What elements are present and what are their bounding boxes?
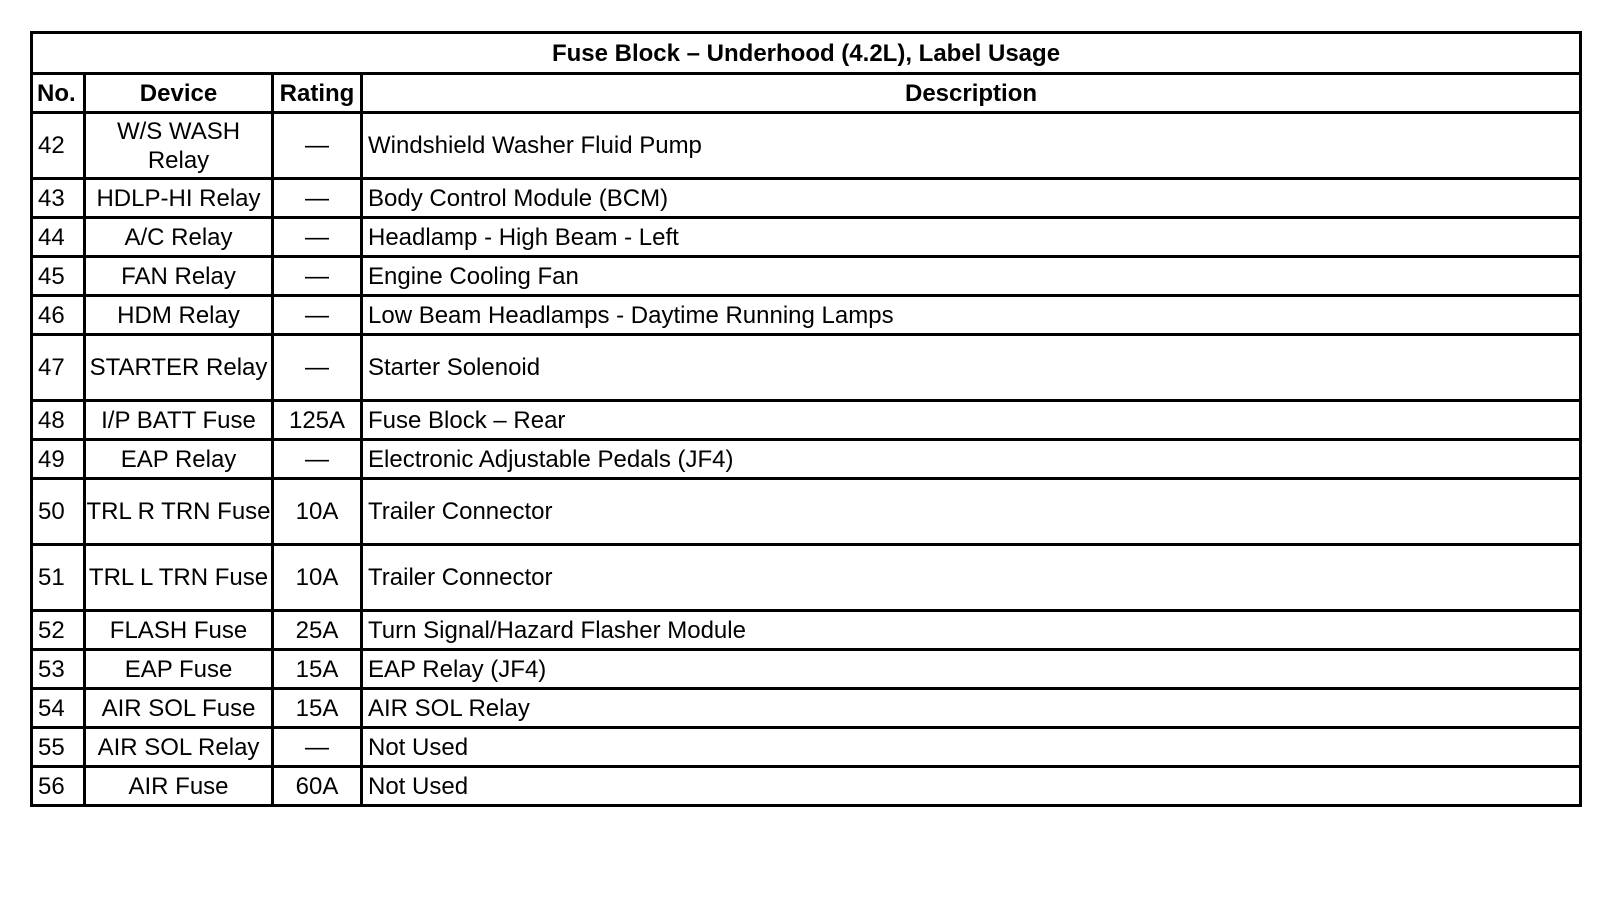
row-no: 42 <box>32 113 85 179</box>
row-device: FAN Relay <box>85 257 273 296</box>
table-row <box>32 113 1581 179</box>
row-no: 47 <box>32 335 85 401</box>
table-row <box>32 689 1581 728</box>
row-description: Engine Cooling Fan <box>362 257 1581 296</box>
row-device: AIR SOL Fuse <box>85 689 273 728</box>
table-row <box>32 545 1581 611</box>
row-description: Low Beam Headlamps - Daytime Running Lamps <box>362 296 1581 335</box>
row-no: 49 <box>32 440 85 479</box>
row-rating: — <box>273 335 362 401</box>
row-description: Body Control Module (BCM) <box>362 179 1581 218</box>
row-no: 43 <box>32 179 85 218</box>
row-description: AIR SOL Relay <box>362 689 1581 728</box>
table-row <box>32 650 1581 689</box>
row-device: AIR Fuse <box>85 767 273 806</box>
table-row <box>32 218 1581 257</box>
table-row <box>32 728 1581 767</box>
row-no: 52 <box>32 611 85 650</box>
row-no: 48 <box>32 401 85 440</box>
row-description: Not Used <box>362 767 1581 806</box>
row-rating: 15A <box>273 650 362 689</box>
header-description: Description <box>362 74 1581 113</box>
row-device: EAP Fuse <box>85 650 273 689</box>
row-description: Headlamp - High Beam - Left <box>362 218 1581 257</box>
table-row <box>32 257 1581 296</box>
row-rating: 25A <box>273 611 362 650</box>
row-description: Turn Signal/Hazard Flasher Module <box>362 611 1581 650</box>
header-no: No. <box>32 74 85 113</box>
row-description: Electronic Adjustable Pedals (JF4) <box>362 440 1581 479</box>
fuse-block-table <box>30 31 1582 807</box>
row-no: 53 <box>32 650 85 689</box>
table-row <box>32 179 1581 218</box>
table-row <box>32 611 1581 650</box>
table-row <box>32 767 1581 806</box>
row-description: Not Used <box>362 728 1581 767</box>
row-no: 50 <box>32 479 85 545</box>
table-row <box>32 479 1581 545</box>
row-rating: — <box>273 728 362 767</box>
row-rating: 10A <box>273 479 362 545</box>
row-description: Trailer Connector <box>362 545 1581 611</box>
row-rating: 10A <box>273 545 362 611</box>
row-device: AIR SOL Relay <box>85 728 273 767</box>
table-row <box>32 401 1581 440</box>
row-device: EAP Relay <box>85 440 273 479</box>
row-device: TRL R TRN Fuse <box>85 479 273 545</box>
row-no: 44 <box>32 218 85 257</box>
header-rating: Rating <box>273 74 362 113</box>
row-no: 56 <box>32 767 85 806</box>
row-device: W/S WASH Relay <box>85 113 273 179</box>
row-device: I/P BATT Fuse <box>85 401 273 440</box>
row-description: EAP Relay (JF4) <box>362 650 1581 689</box>
row-no: 55 <box>32 728 85 767</box>
row-no: 46 <box>32 296 85 335</box>
row-rating: 125A <box>273 401 362 440</box>
row-no: 45 <box>32 257 85 296</box>
row-device: TRL L TRN Fuse <box>85 545 273 611</box>
row-description: Trailer Connector <box>362 479 1581 545</box>
row-rating: 15A <box>273 689 362 728</box>
table-row <box>32 335 1581 401</box>
row-rating: — <box>273 179 362 218</box>
header-device: Device <box>85 74 273 113</box>
row-rating: — <box>273 113 362 179</box>
row-device: STARTER Relay <box>85 335 273 401</box>
table-row <box>32 440 1581 479</box>
row-rating: 60A <box>273 767 362 806</box>
row-rating: — <box>273 440 362 479</box>
row-device: FLASH Fuse <box>85 611 273 650</box>
row-rating: — <box>273 218 362 257</box>
row-no: 51 <box>32 545 85 611</box>
table-row <box>32 296 1581 335</box>
row-description: Fuse Block – Rear <box>362 401 1581 440</box>
row-rating: — <box>273 296 362 335</box>
row-description: Starter Solenoid <box>362 335 1581 401</box>
row-device: A/C Relay <box>85 218 273 257</box>
row-device: HDM Relay <box>85 296 273 335</box>
row-rating: — <box>273 257 362 296</box>
table-title: Fuse Block – Underhood (4.2L), Label Usage <box>32 33 1581 74</box>
row-device: HDLP-HI Relay <box>85 179 273 218</box>
row-description: Windshield Washer Fluid Pump <box>362 113 1581 179</box>
row-no: 54 <box>32 689 85 728</box>
